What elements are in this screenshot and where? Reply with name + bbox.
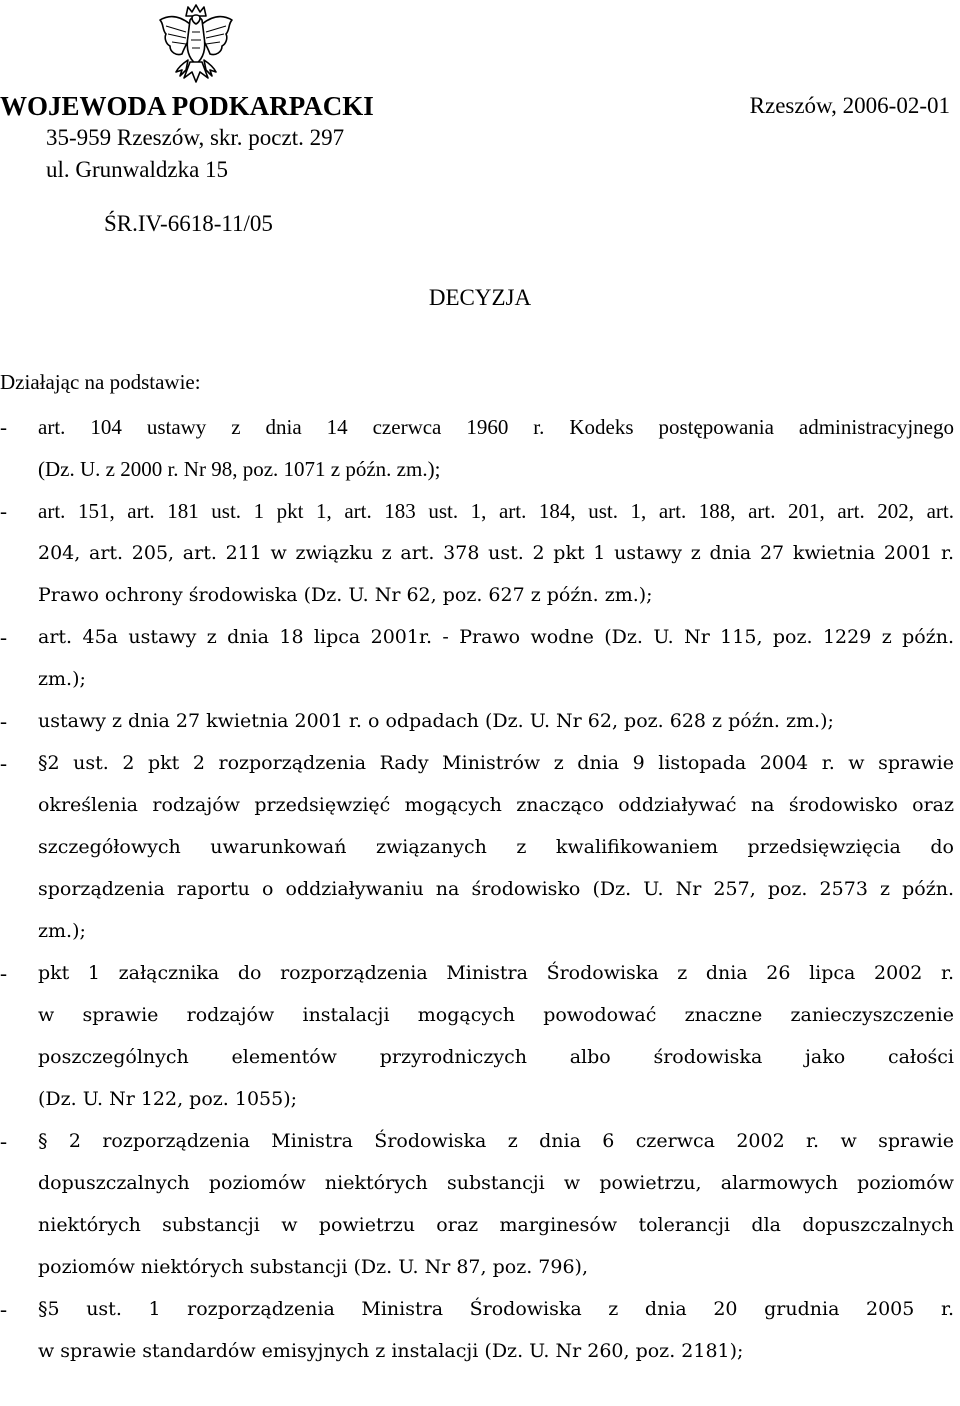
legal-basis-line: ustawy z dnia 27 kwietnia 2001 r. o odpadach (Dz. U. Nr 62, poz. 628 z późn. zm.); xyxy=(38,710,834,732)
legal-basis-line: poszczególnych elementów przyrodniczych albo środowiska jako całości xyxy=(38,1046,954,1068)
legal-basis-intro: Działając na podstawie: xyxy=(0,370,201,394)
legal-basis-line: szczegółowych uwarunkowań związanych z kwalifikowaniem przedsięwzięcia do xyxy=(38,836,954,858)
list-bullet: - xyxy=(0,625,7,649)
legal-basis-line: art. 104 ustawy z dnia 14 czerwca 1960 r. Kodeks postępowania administracyjnego xyxy=(38,415,954,439)
legal-basis-item xyxy=(0,490,960,616)
document-title: DECYZJA xyxy=(428,285,532,310)
place-and-date: Rzeszów, 2006-02-01 xyxy=(749,93,950,118)
list-bullet: - xyxy=(0,499,7,523)
list-bullet: - xyxy=(0,1297,7,1321)
legal-basis-list xyxy=(0,406,960,1372)
legal-basis-line: zm.); xyxy=(38,668,86,690)
legal-basis-line: sporządzenia raportu o oddziaływaniu na środowisko (Dz. U. Nr 257, poz. 2573 z późn. xyxy=(38,878,954,900)
list-bullet: - xyxy=(0,961,7,985)
legal-basis-item xyxy=(0,616,960,700)
legal-basis-line: art. 151, art. 181 ust. 1 pkt 1, art. 183 ust. 1, art. 184, ust. 1, art. 188, art. 201, art. 202, art. xyxy=(38,499,954,523)
legal-basis-line: 204, art. 205, art. 211 w związku z art. 378 ust. 2 pkt 1 ustawy z dnia 27 kwietnia 2001 r. xyxy=(38,542,954,564)
legal-basis-line: pkt 1 załącznika do rozporządzenia Ministra Środowiska z dnia 26 lipca 2002 r. xyxy=(38,962,954,984)
legal-basis-line: (Dz. U. z 2000 r. Nr 98, poz. 1071 z późn. zm.); xyxy=(38,457,441,481)
legal-basis-line: (Dz. U. Nr 122, poz. 1055); xyxy=(38,1088,298,1110)
legal-basis-item xyxy=(0,700,960,742)
legal-basis-line: dopuszczalnych poziomów niektórych substancji w powietrzu, alarmowych poziomów xyxy=(38,1172,954,1194)
legal-basis-item xyxy=(0,1288,960,1372)
legal-basis-line: § 2 rozporządzenia Ministra Środowiska z dnia 6 czerwca 2002 r. w sprawie xyxy=(38,1130,954,1152)
legal-basis-item xyxy=(0,742,960,952)
legal-basis-item xyxy=(0,1120,960,1288)
legal-basis-line: §2 ust. 2 pkt 2 rozporządzenia Rady Ministrów z dnia 9 listopada 2004 r. w sprawie xyxy=(38,752,954,774)
legal-basis-item xyxy=(0,952,960,1120)
office-name: WOJEWODA PODKARPACKI xyxy=(0,91,374,121)
legal-basis-line: niektórych substancji w powietrzu oraz marginesów tolerancji dla dopuszczalnych xyxy=(38,1214,954,1236)
list-bullet: - xyxy=(0,415,7,439)
postal-address: 35-959 Rzeszów, skr. poczt. 297 xyxy=(46,125,345,150)
case-reference-number: ŚR.IV-6618-11/05 xyxy=(104,211,273,236)
legal-basis-line: określenia rodzajów przedsięwzięć mogących znacząco oddziaływać na środowisko oraz xyxy=(38,794,954,816)
legal-basis-line: Prawo ochrony środowiska (Dz. U. Nr 62, poz. 627 z późn. zm.); xyxy=(38,584,653,606)
legal-basis-item xyxy=(0,406,960,490)
legal-basis-line: zm.); xyxy=(38,920,86,942)
legal-basis-line: §5 ust. 1 rozporządzenia Ministra Środowiska z dnia 20 grudnia 2005 r. xyxy=(38,1298,954,1320)
legal-basis-line: w sprawie rodzajów instalacji mogących powodować znaczne zanieczyszczenie xyxy=(38,1004,954,1026)
eagle-emblem-icon xyxy=(156,2,236,88)
list-bullet: - xyxy=(0,751,7,775)
list-bullet: - xyxy=(0,709,7,733)
legal-basis-line: poziomów niektórych substancji (Dz. U. Nr 87, poz. 796), xyxy=(38,1256,589,1278)
street-address: ul. Grunwaldzka 15 xyxy=(46,157,229,182)
legal-basis-line: art. 45a ustawy z dnia 18 lipca 2001r. - Prawo wodne (Dz. U. Nr 115, poz. 1229 z późn. xyxy=(38,626,954,648)
list-bullet: - xyxy=(0,1129,7,1153)
legal-basis-line: w sprawie standardów emisyjnych z instalacji (Dz. U. Nr 260, poz. 2181); xyxy=(38,1340,744,1362)
